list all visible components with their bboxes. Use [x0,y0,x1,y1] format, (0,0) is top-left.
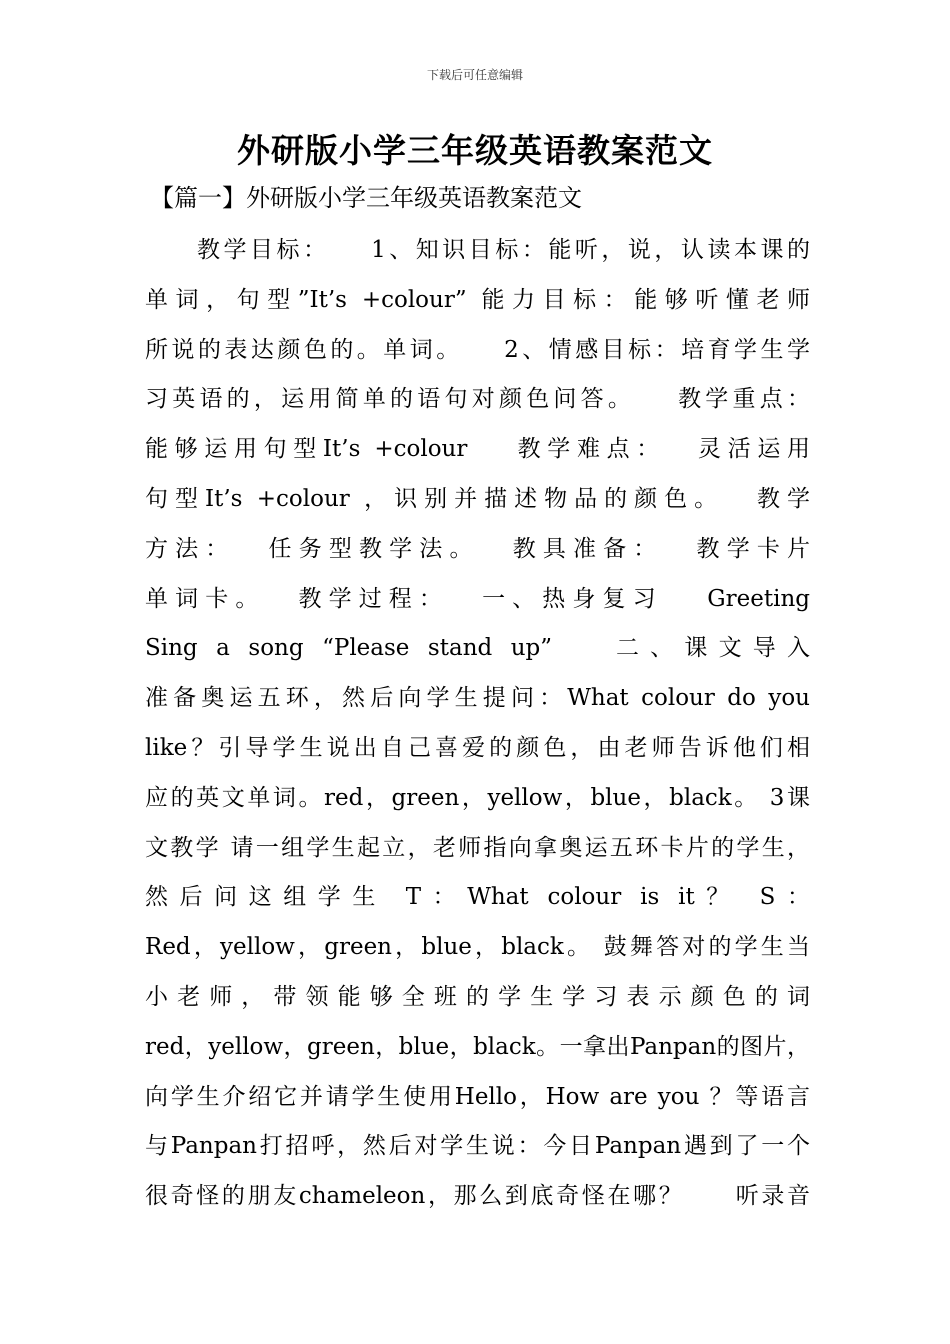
text-line: 方法： 任务型教学法。 教具准备： 教学卡片 [145,535,810,562]
text-line: 单词，句型”It’s +colour” 能力目标：能够听懂老师 [145,286,810,313]
text-line: 单词卡。 教学过程： 一、热身复习 Greeting [145,585,810,612]
text-line: Red，yellow，green，blue，black。 鼓舞答对的学生当 [145,934,810,961]
text-line: 向学生介绍它并请学生使用Hello，How are you ？等语言 [145,1083,810,1110]
section-heading: 【篇一】外研版小学三年级英语教案范文 [150,184,582,212]
text-line: Sing a song “Please stand up” 二、课文导入 [145,635,810,662]
text-line: 准备奥运五环，然后向学生提问：What colour do you [145,685,810,712]
text-line: 能够运用句型It’s +colour 教学难点： 灵活运用 [145,436,810,463]
text-line: 小老师，带领能够全班的学生学习表示颜色的词 [145,983,810,1010]
document-title: 外研版小学三年级英语教案范文 [237,131,713,170]
body-text [145,226,810,1222]
text-line: 句型It’s +colour ，识别并描述物品的颜色。 教学 [145,485,810,512]
text-line: 应的英文单词。red，green，yellow，blue，black。 3课 [145,784,810,811]
text-line: 然后问这组学生 T：What colour is it？ S： [145,884,810,911]
text-line: 习英语的，运用简单的语句对颜色问答。 教学重点： [145,386,810,413]
text-line: 很奇怪的朋友chameleon，那么到底奇怪在哪？ 听录音 [145,1183,810,1210]
text-line: 所说的表达颜色的。单词。 2、情感目标：培育学生学 [145,336,810,363]
text-line: 与Panpan打招呼，然后对学生说：今日Panpan遇到了一个 [145,1133,810,1160]
text-line: like？引导学生说出自己喜爱的颜色，由老师告诉他们相 [145,734,810,761]
text-line: 教学目标： 1、知识目标：能听，说，认读本课的 [197,237,810,263]
download-note: 下载后可任意编辑 [426,68,523,82]
text-line: 文教学 请一组学生起立，老师指向拿奥运五环卡片的学生， [145,834,810,861]
text-line: red，yellow，green，blue，black。一拿出Panpan的图片， [145,1033,810,1060]
